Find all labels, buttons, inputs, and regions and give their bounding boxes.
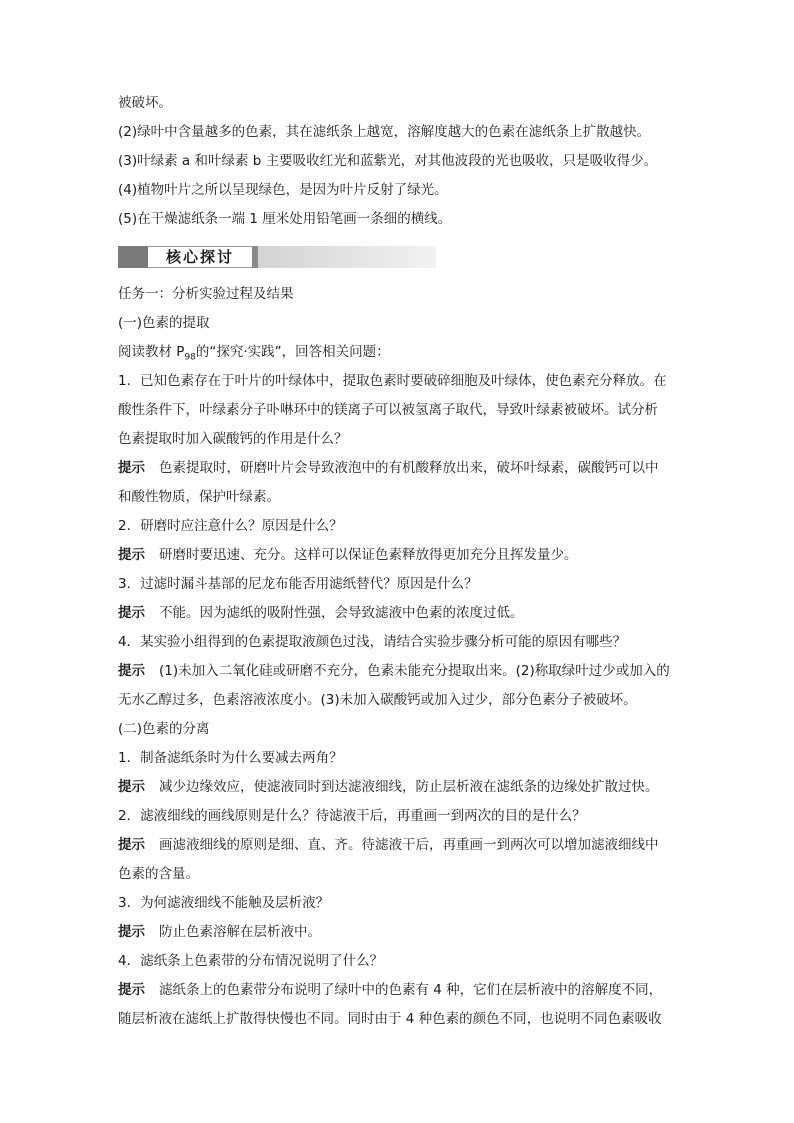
- document-page: [118, 89, 684, 1034]
- section-title: 核心探讨: [148, 246, 252, 268]
- page-subscript: 98: [184, 352, 196, 363]
- answer-text: 防止色素溶解在层析液中。: [159, 924, 321, 940]
- question-line: 3．过滤时漏斗基部的尼龙布能否用滤纸替代？原因是什么？: [118, 576, 478, 592]
- tip-label: 提示: [118, 605, 145, 621]
- question-line: 酸性条件下，叶绿素分子卟啉环中的镁离子可以被氢离子取代，导致叶绿素被破坏。试分析: [118, 402, 658, 418]
- tip-label: 提示: [118, 924, 145, 940]
- tip-label: 提示: [118, 837, 145, 853]
- banner-divider: [252, 246, 258, 268]
- answer-text: 色素提取时，研磨叶片会导致液泡中的有机酸释放出来，破坏叶绿素，碳酸钙可以中: [159, 460, 659, 476]
- answer-text: 滤纸条上的色素带分布说明了绿叶中的色素有 4 种，它们在层析液中的溶解度不同，: [159, 982, 663, 998]
- question-line: 3．为何滤液细线不能触及层析液？: [118, 895, 330, 911]
- text-line: (4)植物叶片之所以呈现绿色，是因为叶片反射了绿光。: [118, 182, 448, 198]
- answer-line: 无水乙醇过多，色素溶液浓度小。(3)未加入碳酸钙或加入过少，部分色素分子被破坏。: [118, 692, 637, 708]
- answer-text: (1)未加入二氧化硅或研磨不充分，色素未能充分提取出来。(2)称取绿叶过少或加入的: [159, 663, 670, 679]
- answer-line: 随层析液在滤纸上扩散得快慢也不同。同时由于 4 种色素的颜色不同，也说明不同色素吸收: [118, 1011, 662, 1027]
- answer-line: [118, 918, 684, 947]
- answer-line: [118, 599, 684, 628]
- question-line: 4．某实验小组得到的色素提取液颜色过浅，请结合实验步骤分析可能的原因有哪些？: [118, 634, 627, 650]
- tip-label: 提示: [118, 663, 145, 679]
- answer-text: 不能。因为滤纸的吸附性强，会导致滤液中色素的浓度过低。: [159, 605, 524, 621]
- task-heading: 任务一：分析实验过程及结果: [118, 286, 294, 302]
- answer-line: [118, 541, 684, 570]
- question-line: 2．滤液细线的画线原则是什么？待滤液干后，再重画一到两次的目的是什么？: [118, 808, 586, 824]
- answer-line: [118, 831, 684, 860]
- question-line: 1．制备滤纸条时为什么要减去两角？: [118, 750, 343, 766]
- intro-text: 的“探究·实践”，回答相关问题：: [195, 344, 390, 360]
- question-line: 1．已知色素存在于叶片的叶绿体中，提取色素时要破碎细胞及叶绿体，使色素充分释放。在: [118, 373, 667, 389]
- answer-line: [118, 976, 684, 1005]
- answer-line: 色素的含量。: [118, 866, 199, 882]
- text-line: (5)在干燥滤纸条一端 1 厘米处用铅笔画一条细的横线。: [118, 211, 452, 227]
- tip-label: 提示: [118, 982, 145, 998]
- subsection-heading: (二)色素的分离: [118, 721, 210, 737]
- tip-label: 提示: [118, 460, 145, 476]
- text-line: (2)绿叶中含量越多的色素，其在滤纸条上越宽，溶解度越大的色素在滤纸条上扩散越快。: [118, 124, 651, 140]
- answer-line: [118, 657, 684, 686]
- text-line: 被破坏。: [118, 95, 172, 111]
- answer-text: 研磨时要迅速、充分。这样可以保证色素释放得更加充分且挥发量少。: [159, 547, 578, 563]
- intro-line: [118, 338, 684, 367]
- question-line: 4．滤纸条上色素带的分布情况说明了什么？: [118, 953, 384, 969]
- question-line: 色素提取时加入碳酸钙的作用是什么？: [118, 431, 348, 447]
- answer-line: [118, 454, 684, 483]
- question-line: 2．研磨时应注意什么？原因是什么？: [118, 518, 343, 534]
- answer-line: [118, 773, 684, 802]
- text-line: (3)叶绿素 a 和叶绿素 b 主要吸收红光和蓝紫光，对其他波段的光也吸收，只是吸收得少。: [118, 153, 658, 169]
- answer-text: 减少边缘效应，使滤液同时到达滤液细线，防止层析液在滤纸条的边缘处扩散过快。: [159, 779, 659, 795]
- intro-text: 阅读教材 P: [118, 344, 185, 360]
- answer-text: 画滤液细线的原则是细、直、齐。待滤液干后，再重画一到两次可以增加滤液细线中: [159, 837, 659, 853]
- banner-mark: [118, 246, 148, 268]
- tip-label: 提示: [118, 547, 145, 563]
- subsection-heading: (一)色素的提取: [118, 315, 210, 331]
- answer-line: 和酸性物质，保护叶绿素。: [118, 489, 280, 505]
- tip-label: 提示: [118, 779, 145, 795]
- section-banner: [118, 246, 436, 268]
